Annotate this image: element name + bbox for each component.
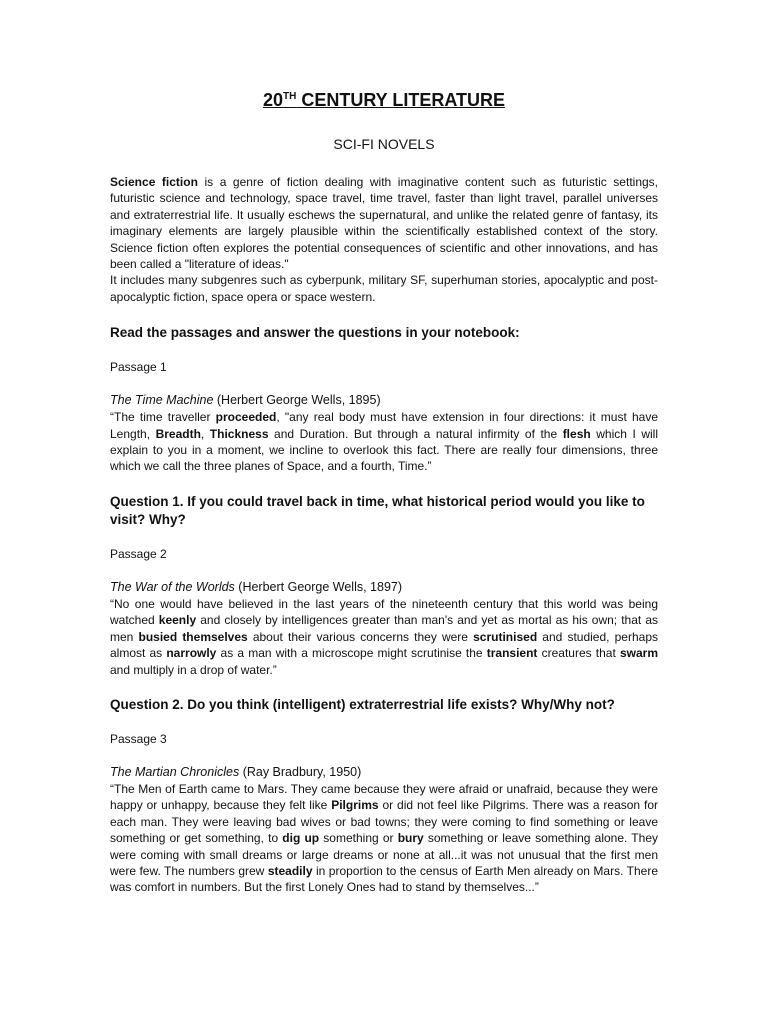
intro-text: is a genre of fiction dealing with imaginative content such as futuristic settings, futuristic science and technology, space travel, time travel, faster than light travel, parallel universes and extraterrestrial life. It usually eschews the supernatural, and unlike the related genre of fantasy, its imaginary elements are largely plausible within the scientifically established context of the story. Science fiction often explores the potential consequences of scientific and other innovations, and has been called a "literature of ideas." xyxy=(110,175,658,272)
passage-2-t2: and closely by intelligences greater than man's and yet as mortal as his own; that as men xyxy=(110,613,658,644)
passage-2-bold-busied: busied themselves xyxy=(138,629,248,644)
passage-1-work: The Time Machine xyxy=(110,393,214,408)
passage-1-t2: , "any real body must have extension in four directions: it must have Length, xyxy=(110,410,659,441)
passage-1-t1: “The time traveller xyxy=(110,410,216,425)
page-title xyxy=(110,88,658,112)
passage-2-bold-narrowly: narrowly xyxy=(166,646,217,661)
passage-3-bold-bury: bury xyxy=(397,831,424,846)
passage-1-t5: which I will explain to you in a moment, we incline to overlook this fact. There are really four dimensions, three which we call the three planes of Space, and a fourth, Time.” xyxy=(110,426,658,474)
passage-3-t5: in proportion to the census of Earth Men already on Mars. There was comfort in numbers. But the first Lonely Ones had to stand by themselves...” xyxy=(110,863,659,895)
passage-2-author: (Herbert George Wells, 1897) xyxy=(234,579,403,594)
passage-3-source xyxy=(110,764,658,781)
passage-2-label: Passage 2 xyxy=(110,546,167,561)
passage-2-source xyxy=(110,579,658,596)
passage-2-t6: creatures that xyxy=(537,646,620,661)
passage-2-t3: about their various concerns they were xyxy=(247,629,474,644)
passage-2-t5: as a man with a microscope might scrutinise the xyxy=(216,646,487,661)
passage-3-text xyxy=(110,781,658,896)
passage-2-t7: and multiply in a drop of water.” xyxy=(110,662,277,677)
instruction-heading: Read the passages and answer the questions in your notebook: xyxy=(110,325,520,341)
passage-3-t1: “The Men of Earth came to Mars. They came because they were afraid or unafraid, because they were happy or unhappy, because they felt like xyxy=(110,781,658,813)
passage-1-bold-breadth: Breadth xyxy=(155,426,201,441)
passage-2-bold-keenly: keenly xyxy=(158,613,197,628)
passage-3-bold-steadily: steadily xyxy=(267,863,313,878)
passage-3-bold-pilgrims: Pilgrims xyxy=(331,798,379,813)
passage-1-source xyxy=(110,392,658,409)
title-number: 20 xyxy=(262,90,283,110)
passage-1-bold-flesh: flesh xyxy=(562,426,591,441)
passage-3-t4: something or leave something alone. They were coming with small dreams or large dreams or none at all...it was not unusual that the first men were few. The numbers grew xyxy=(110,831,658,878)
intro-term: Science fiction xyxy=(110,175,198,189)
passage-2-t4: and studied, perhaps almost as xyxy=(110,629,658,661)
question-2: Question 2. Do you think (intelligent) extraterrestrial life exists? Why/Why not? xyxy=(110,696,615,712)
passage-1-bold-thickness: Thickness xyxy=(209,426,269,441)
passage-2-t1: “No one would have believed in the last years of the nineteenth century that this world was being watched xyxy=(110,596,658,628)
passage-1-bold-proceeded: proceeded xyxy=(215,410,277,425)
passage-3-label: Passage 3 xyxy=(110,731,167,746)
passage-3-author: (Ray Bradbury, 1950) xyxy=(239,764,362,779)
passage-2-bold-swarm: swarm xyxy=(619,646,658,661)
intro-paragraph xyxy=(110,174,658,272)
passage-3-bold-dig-up: dig up xyxy=(282,831,320,846)
passage-1-t3: , xyxy=(200,426,210,441)
passage-2-work: The War of the Worlds xyxy=(110,579,235,594)
passage-1-label: Passage 1 xyxy=(110,360,167,375)
intro-section xyxy=(110,174,658,305)
title-rest: CENTURY LITERATURE xyxy=(296,90,506,110)
passage-2-bold-transient: transient xyxy=(486,646,538,661)
title-superscript: TH xyxy=(283,91,297,102)
passage-3-t3: something or xyxy=(319,831,398,846)
passage-3-t2: or did not feel like Pilgrims. There was a reason for each man. They were leaving bad wives or bad towns; they were coming to find something or leave something or get something, to xyxy=(110,798,658,846)
page-subtitle: SCI-FI NOVELS xyxy=(333,136,435,152)
passage-3-work: The Martian Chronicles xyxy=(110,764,240,779)
passage-1-t4: and Duration. But through a natural infirmity of the xyxy=(268,426,563,441)
passage-2-bold-scrutinised: scrutinised xyxy=(473,629,538,644)
question-1: Question 1. If you could travel back in time, what historical period would you like to visit? Why? xyxy=(110,493,645,527)
passage-2-text xyxy=(110,596,658,678)
passage-1-text xyxy=(110,409,658,475)
passage-1-author: (Herbert George Wells, 1895) xyxy=(213,393,381,408)
intro-subgenres: It includes many subgenres such as cyberpunk, military SF, superhuman stories, apocalyptic and post-apocalyptic fiction, space opera or space western. xyxy=(110,273,658,304)
